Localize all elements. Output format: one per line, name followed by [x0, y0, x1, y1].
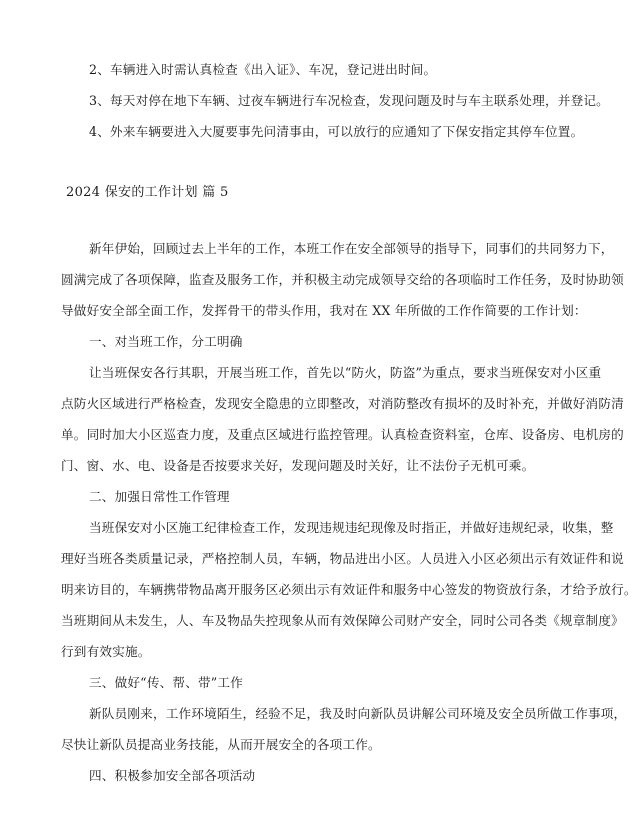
intro-line: 新年伊始，回顾过去上半年的工作，本班工作在安全部领导的指导下，同事们的共同努力下， — [89, 241, 614, 256]
para-1-line: 让当班保安各行其职，开展当班工作，首先以“防火，防盗”为重点，要求当班保安对小区重 — [89, 365, 602, 380]
list-item-3: 3、每天对停在地下车辆、过夜车辆进行车况检查，发现问题及时与车主联系处理，并登记。 — [89, 93, 609, 108]
heading-3: 三、做好“传、帮、带”工作 — [89, 675, 244, 690]
heading-4: 四、积极参加安全部各项活动 — [89, 768, 256, 783]
section-title: 2024 保安的工作计划 篇 5 — [66, 185, 229, 200]
para-2-line: 当班保安对小区施工纪律检查工作，发现违规违纪现像及时指正，并做好违规纪录，收集，整 — [89, 520, 614, 535]
para-3-line: 新队员刚来，工作环境陌生，经验不足，我及时向新队员讲解公司环境及安全员所做工作事项， — [89, 706, 627, 721]
para-2-line: 明来访目的，车辆携带物品离开服务区必须出示有效证件和服务中心签发的物资放行条，才给予放行。 — [61, 582, 637, 597]
para-2-line: 行到有效实施。 — [61, 644, 151, 659]
para-1-line: 点防火区域进行严格检查，发现安全隐患的立即整改，对消防整改有损坏的及时补充，并做好消防清 — [61, 396, 624, 411]
list-item-2: 2、车辆进入时需认真检查《出入证》、车况，登记进出时间。 — [89, 62, 437, 77]
para-2-line: 当班期间从未发生，人、车及物品失控现象从而有效保障公司财产安全，同时公司各类《规章制度》 — [61, 613, 624, 628]
heading-2: 二、加强日常性工作管理 — [89, 489, 230, 504]
intro-line: 圆满完成了各项保障，监查及服务工作，并积极主动完成领导交给的各项临时工作任务，及时协助领 — [61, 272, 624, 287]
list-item-4: 4、外来车辆要进入大厦要事先问清事由，可以放行的应通知了下保安指定其停车位置。 — [89, 124, 584, 139]
para-2-line: 理好当班各类质量记录，严格控制人员，车辆，物品进出小区。人员进入小区必须出示有效证件和说 — [61, 551, 624, 566]
heading-1: 一、对当班工作，分工明确 — [89, 334, 243, 349]
intro-line: 导做好安全部全面工作，发挥骨干的带头作用，我对在 XX 年所做的工作作简要的工作计划： — [61, 303, 587, 318]
para-1-line: 门、窗、水、电、设备是否按要求关好，发现问题及时关好，让不法份子无机可乘。 — [61, 458, 535, 473]
para-1-line: 单。同时加大小区巡查力度，及重点区域进行监控管理。认真检查资料室，仓库、设备房、电机房的 — [61, 427, 624, 442]
para-3-line: 尽快让新队员提高业务技能，从而开展安全的各项工作。 — [61, 737, 381, 752]
